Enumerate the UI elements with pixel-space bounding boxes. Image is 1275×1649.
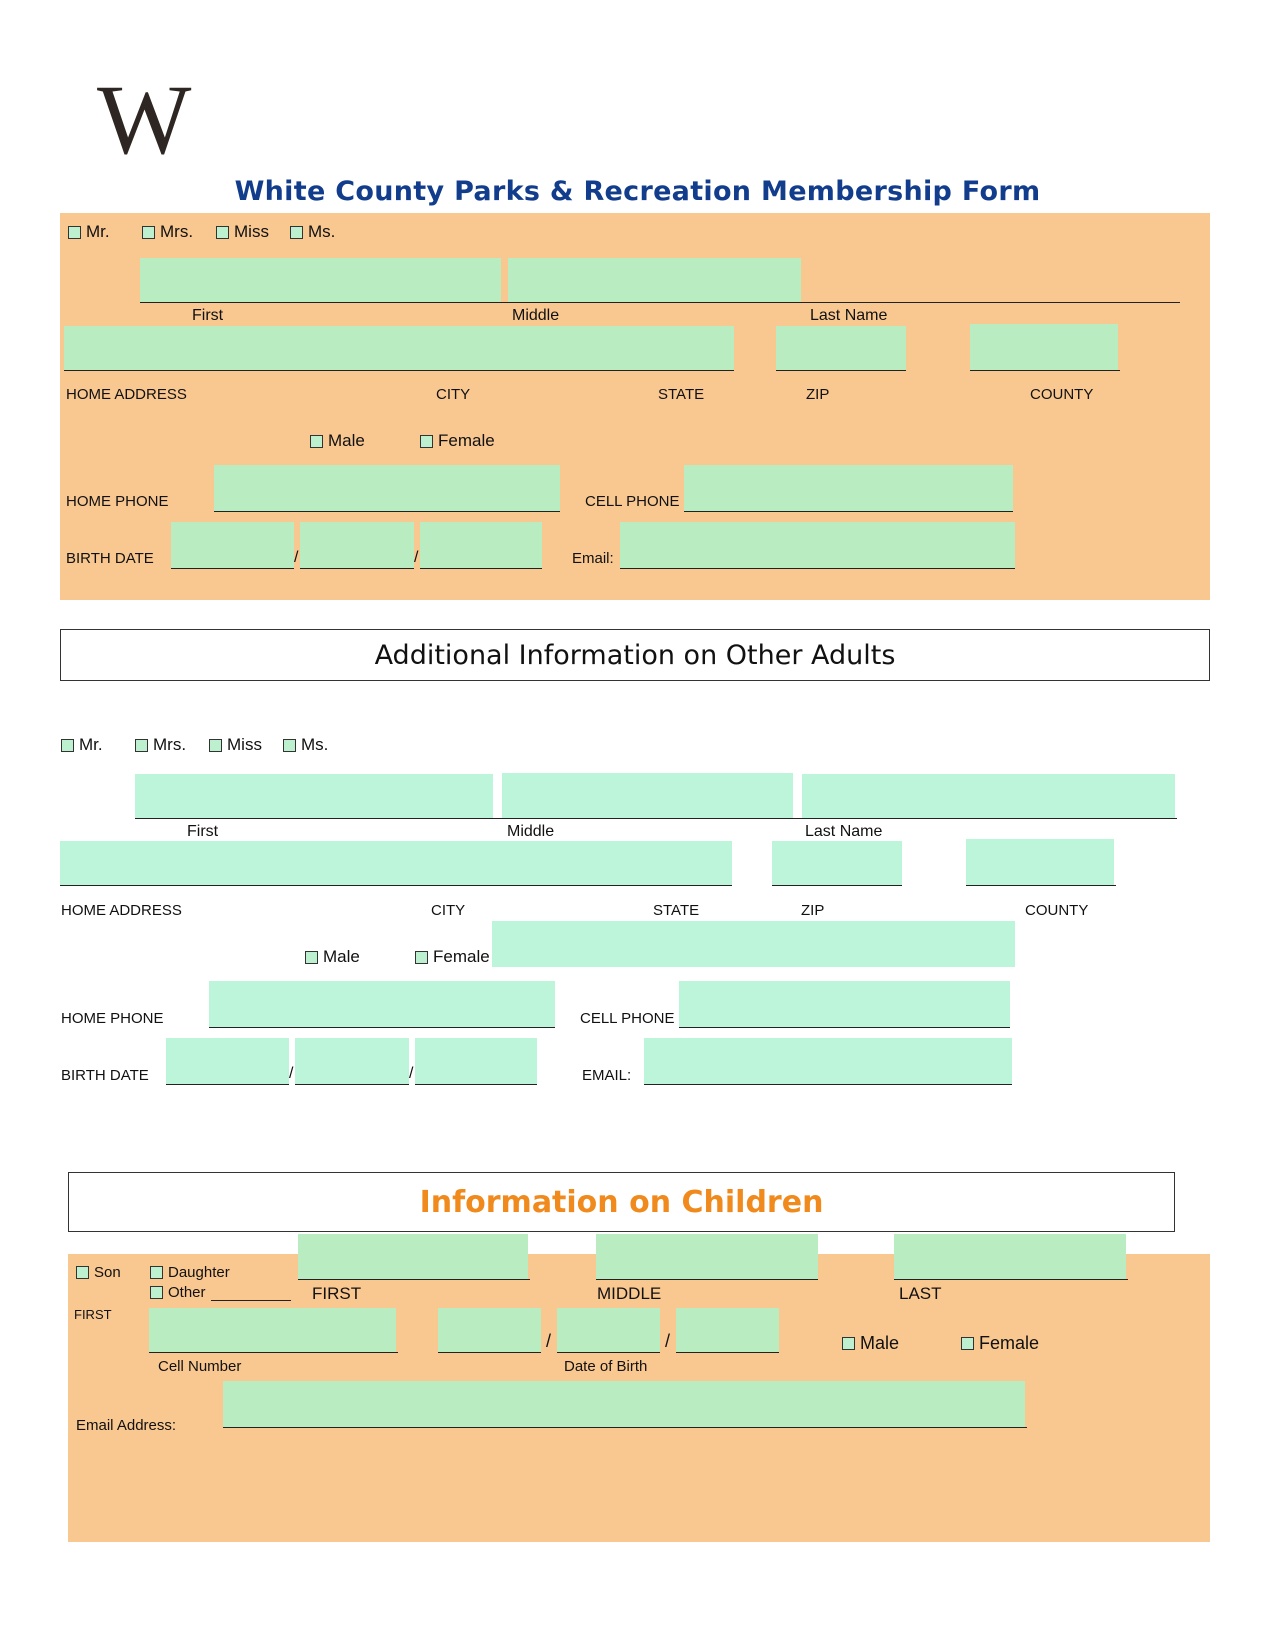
home-address-input[interactable] xyxy=(64,326,734,370)
state-label: STATE xyxy=(658,386,705,403)
form-title: White County Parks & Recreation Membership Form xyxy=(234,176,1041,207)
adult-email-input[interactable] xyxy=(644,1038,1012,1084)
adult-county-label: COUNTY xyxy=(1025,902,1089,919)
checkbox-female-label: Female xyxy=(438,431,495,450)
checkbox-miss-2[interactable] xyxy=(209,735,262,755)
adult-birth-day-input[interactable] xyxy=(295,1038,409,1084)
child-email-input[interactable] xyxy=(223,1381,1025,1427)
children-fields xyxy=(68,1234,1210,1534)
checkbox-daughter-label: Daughter xyxy=(168,1264,230,1281)
adult-home-phone-label: HOME PHONE xyxy=(61,1010,164,1027)
child-birth-day-underline xyxy=(557,1352,660,1353)
date-separator: / xyxy=(665,1331,671,1351)
checkbox-mr-label: Mr. xyxy=(79,735,103,754)
birth-date-label: BIRTH DATE xyxy=(66,550,154,567)
adult-cell-phone-label: CELL PHONE xyxy=(580,1010,675,1027)
home-phone-label: HOME PHONE xyxy=(66,493,169,510)
cell-phone-label: CELL PHONE xyxy=(585,493,680,510)
child-checkbox-female[interactable] xyxy=(961,1333,1039,1354)
child-birth-year-underline xyxy=(676,1352,779,1353)
city-label: CITY xyxy=(436,386,471,403)
child-checkbox-male[interactable] xyxy=(842,1333,899,1354)
birth-month-underline xyxy=(171,568,294,569)
other-adult-section xyxy=(55,727,1215,1087)
adult-extra-input[interactable] xyxy=(492,921,1015,967)
birth-year-underline xyxy=(420,568,542,569)
checkbox-male-label: Male xyxy=(860,1333,900,1353)
adult-zip-underline xyxy=(772,885,902,886)
checkbox-male[interactable] xyxy=(310,431,365,451)
child-middle-name-input[interactable] xyxy=(596,1234,818,1279)
adult-home-phone-input[interactable] xyxy=(209,981,555,1027)
date-separator: / xyxy=(289,1065,294,1082)
date-separator: / xyxy=(409,1065,414,1082)
primary-member-panel xyxy=(60,213,1210,600)
checkbox-mrs-label: Mrs. xyxy=(160,222,194,241)
middle-name-label: Middle xyxy=(512,307,560,324)
birth-day-input[interactable] xyxy=(300,522,414,568)
checkbox-miss-label: Miss xyxy=(234,222,269,241)
email-underline xyxy=(620,568,1015,569)
adult-birth-date-label: BIRTH DATE xyxy=(61,1067,149,1084)
child-cell-underline xyxy=(149,1352,398,1353)
child-birth-year-input[interactable] xyxy=(676,1308,779,1352)
adult-first-name-label: First xyxy=(187,823,219,840)
child-date-of-birth-label: Date of Birth xyxy=(564,1358,648,1375)
date-separator: / xyxy=(294,549,299,566)
adult-home-address-input[interactable] xyxy=(60,841,732,885)
child-last-label: LAST xyxy=(899,1284,942,1303)
logo-w: W xyxy=(97,64,192,175)
date-separator: / xyxy=(414,549,419,566)
checkbox-male-label: Male xyxy=(323,947,360,966)
child-birth-month-underline xyxy=(438,1352,541,1353)
adult-first-name-input[interactable] xyxy=(135,774,493,818)
checkbox-female[interactable] xyxy=(420,431,495,451)
adult-birth-day-underline xyxy=(295,1084,409,1085)
checkbox-ms[interactable] xyxy=(290,222,335,242)
checkbox-ms-label: Ms. xyxy=(308,222,336,241)
adult-cell-phone-underline xyxy=(679,1027,1010,1028)
birth-day-underline xyxy=(300,568,414,569)
checkbox-ms-label: Ms. xyxy=(301,735,329,754)
zip-label: ZIP xyxy=(806,386,830,403)
child-last-name-input[interactable] xyxy=(894,1234,1126,1279)
child-last-underline xyxy=(894,1279,1128,1280)
children-heading-box xyxy=(68,1172,1175,1232)
adult-last-name-label: Last Name xyxy=(805,823,883,840)
child-first-label: FIRST xyxy=(312,1284,362,1303)
first-name-label: First xyxy=(192,307,224,324)
home-phone-input[interactable] xyxy=(214,465,560,511)
checkbox-mr-2[interactable] xyxy=(61,735,103,755)
adult-birth-month-underline xyxy=(166,1084,289,1085)
adult-name-underline xyxy=(135,818,1177,819)
adult-last-name-input[interactable] xyxy=(802,774,1175,818)
adult-birth-year-underline xyxy=(415,1084,537,1085)
zip-underline xyxy=(776,370,906,371)
child-cell-number-label: Cell Number xyxy=(158,1358,242,1375)
adult-city-label: CITY xyxy=(431,902,466,919)
child-email-underline xyxy=(223,1427,1027,1428)
checkbox-miss[interactable] xyxy=(216,222,269,242)
address-underline xyxy=(64,370,734,371)
checkbox-son[interactable] xyxy=(76,1264,121,1281)
adult-checkbox-male[interactable] xyxy=(305,947,360,967)
adult-email-underline xyxy=(644,1084,1012,1085)
checkbox-other[interactable] xyxy=(150,1284,206,1301)
checkbox-male-label: Male xyxy=(328,431,365,450)
child-middle-label: MIDDLE xyxy=(597,1284,662,1303)
checkbox-mrs-2[interactable] xyxy=(135,735,186,755)
cell-phone-underline xyxy=(684,511,1013,512)
adult-zip-label: ZIP xyxy=(801,902,825,919)
first-name-input[interactable] xyxy=(140,258,501,302)
checkbox-miss-label: Miss xyxy=(227,735,262,754)
adult-checkbox-female[interactable] xyxy=(415,947,490,967)
adult-zip-input[interactable] xyxy=(772,841,902,885)
checkbox-daughter[interactable] xyxy=(150,1264,230,1281)
checkbox-female-label: Female xyxy=(979,1333,1040,1353)
email-label: Email: xyxy=(572,550,614,567)
child-first-name-input[interactable] xyxy=(298,1234,528,1279)
checkbox-mr-label: Mr. xyxy=(86,222,110,241)
adult-address-underline xyxy=(60,885,732,886)
adult-email-label: EMAIL: xyxy=(582,1067,632,1084)
adult-cell-phone-input[interactable] xyxy=(679,981,1010,1027)
adult-home-phone-underline xyxy=(209,1027,555,1028)
adult-middle-name-label: Middle xyxy=(507,823,555,840)
child-cell-number-input[interactable] xyxy=(149,1308,396,1352)
child-email-label: Email Address: xyxy=(76,1417,177,1434)
name-underline xyxy=(140,302,1180,303)
adult-home-address-label: HOME ADDRESS xyxy=(61,902,182,919)
home-address-label: HOME ADDRESS xyxy=(66,386,187,403)
adult-birth-month-input[interactable] xyxy=(166,1038,289,1084)
adult-middle-name-input[interactable] xyxy=(502,773,793,818)
child-birth-month-input[interactable] xyxy=(438,1308,541,1352)
last-name-label: Last Name xyxy=(810,307,888,324)
middle-name-input[interactable] xyxy=(508,258,801,302)
county-underline xyxy=(970,370,1120,371)
adult-county-input[interactable] xyxy=(966,839,1114,885)
checkbox-other-label: Other xyxy=(168,1284,206,1301)
county-input[interactable] xyxy=(970,324,1118,370)
adult-state-label: STATE xyxy=(653,902,700,919)
home-phone-underline xyxy=(214,511,560,512)
checkbox-female-label: Female xyxy=(433,947,490,966)
birth-month-input[interactable] xyxy=(171,522,294,568)
adult-birth-year-input[interactable] xyxy=(415,1038,537,1084)
additional-adults-heading: Additional Information on Other Adults xyxy=(374,639,896,671)
children-heading: Information on Children xyxy=(419,1184,824,1220)
checkbox-ms-2[interactable] xyxy=(283,735,328,755)
child-first-underline xyxy=(298,1279,530,1280)
email-input[interactable] xyxy=(620,522,1015,568)
cell-phone-input[interactable] xyxy=(684,465,1013,511)
additional-adults-heading-box xyxy=(60,629,1210,681)
checkbox-mr[interactable] xyxy=(68,222,110,242)
zip-input[interactable] xyxy=(776,326,906,370)
adult-county-underline xyxy=(966,885,1116,886)
checkbox-mrs-label: Mrs. xyxy=(153,735,187,754)
child-middle-underline xyxy=(596,1279,818,1280)
checkbox-son-label: Son xyxy=(94,1264,121,1281)
date-separator: / xyxy=(546,1331,552,1351)
child-first-small-label: FIRST xyxy=(74,1307,112,1322)
checkbox-mrs[interactable] xyxy=(142,222,193,242)
county-label: COUNTY xyxy=(1030,386,1094,403)
child-birth-day-input[interactable] xyxy=(557,1308,660,1352)
birth-year-input[interactable] xyxy=(420,522,542,568)
other-underline xyxy=(211,1300,291,1301)
